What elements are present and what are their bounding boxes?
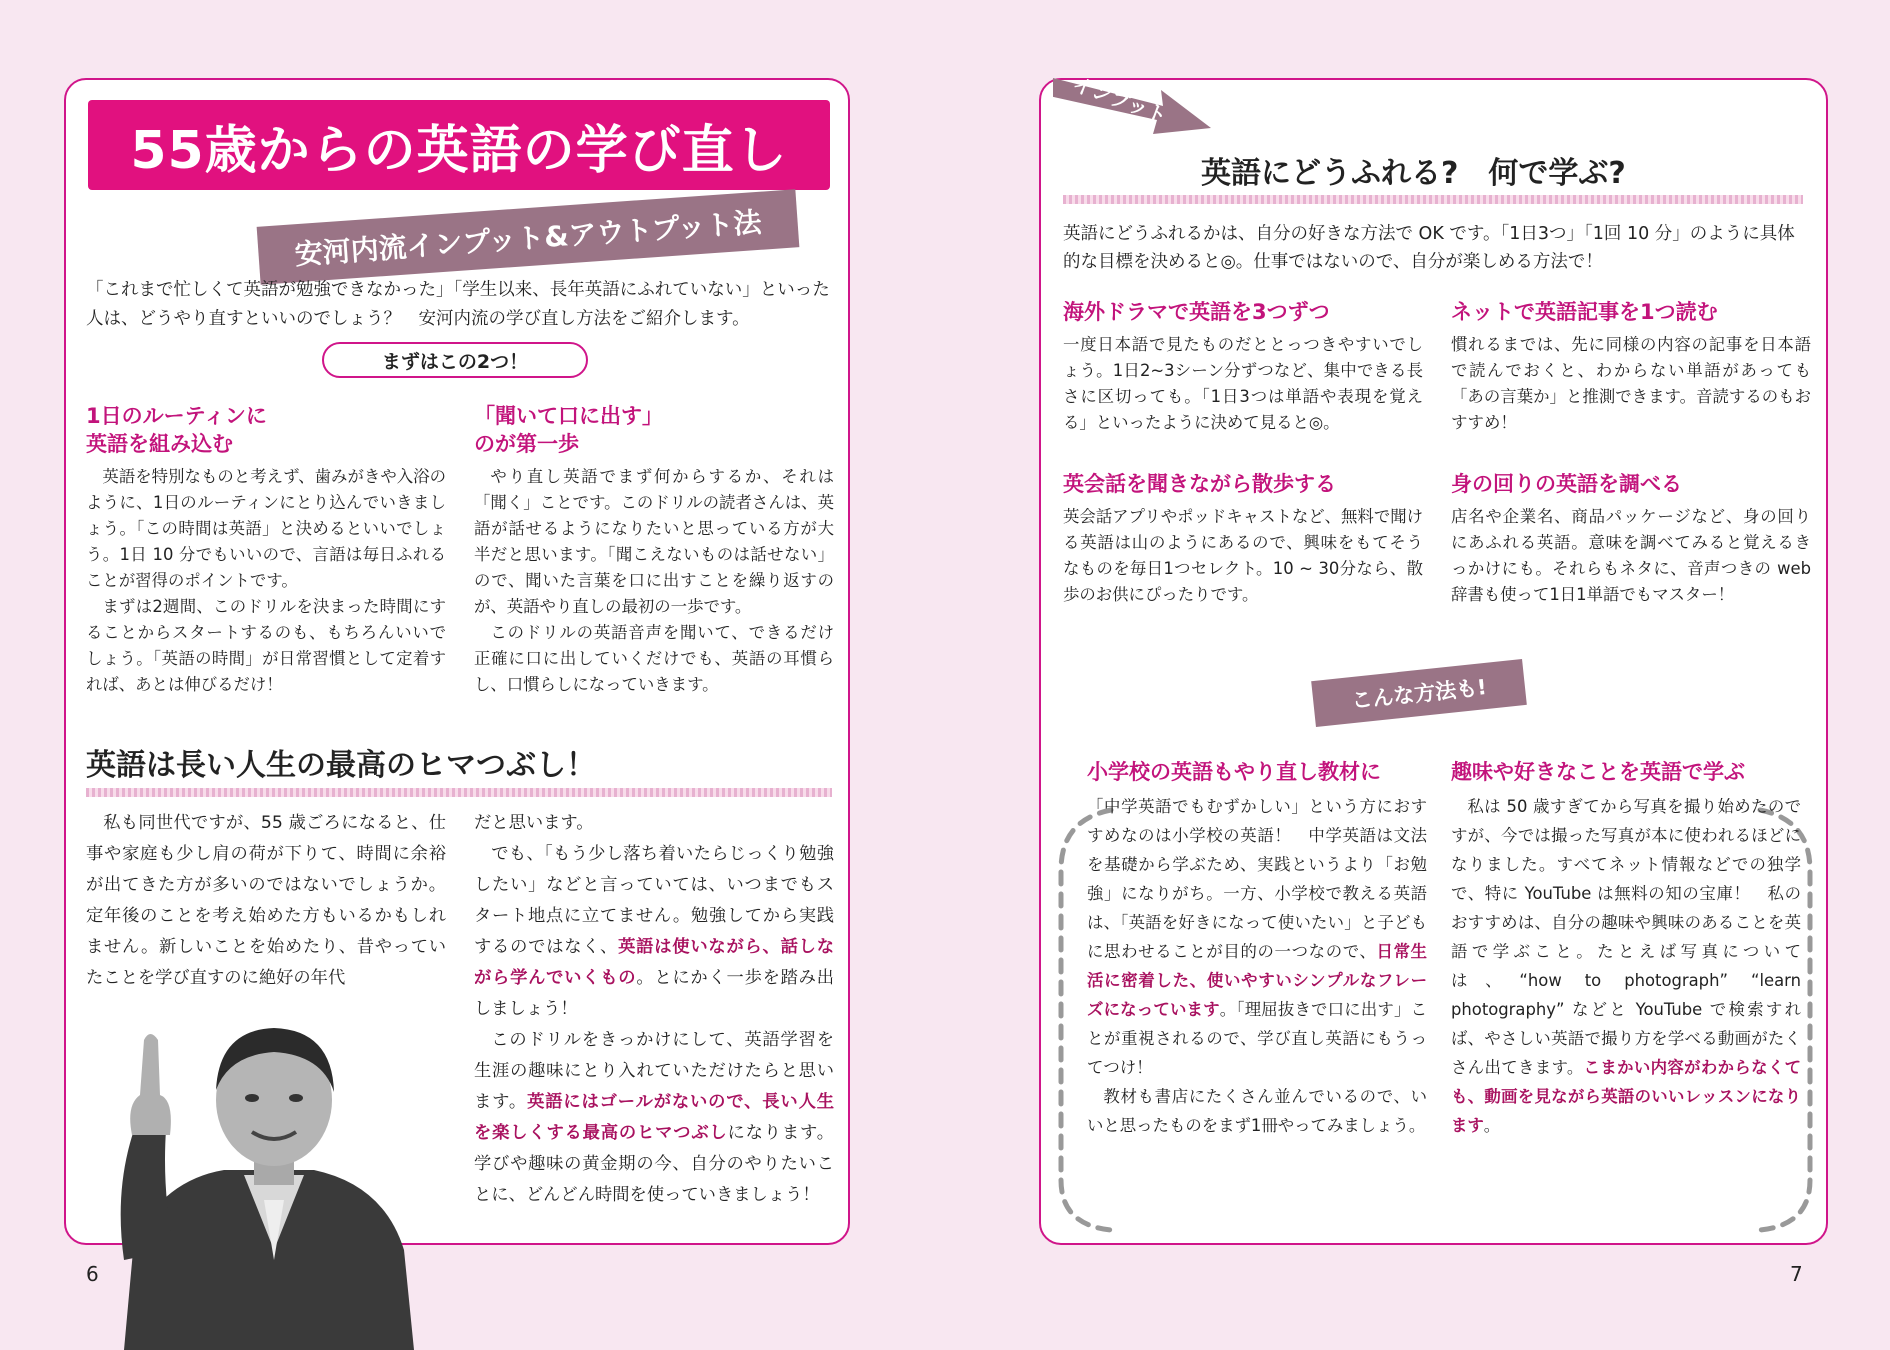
method-heading: 身の回りの英語を調べる: [1451, 472, 1682, 496]
listen-speak-heading: [474, 402, 834, 458]
method-body: 店名や企業名、商品パッケージなど、身の回りにあふれる英語。意味を調べてみると覚えるきっかけにも。それらもネタに、音声つきの web 辞書も使って1日1単語でもマスター！: [1451, 507, 1811, 604]
page-title: 55歳からの英語の学び直し: [130, 120, 788, 181]
intro-text: 「これまで忙しくて英語が勉強できなかった」「学生以来、長年英語にふれていない」といった人は、どうやり直すといいのでしょう？ 安河内流の学び直し方法をご紹介します。: [86, 280, 830, 329]
routine-heading-line2: 英語を組み込む: [86, 432, 233, 456]
listen-para2: このドリルの英語音声を聞いて、できるだけ正確に口に出していくだけでも、英語の耳慣らし、口慣らしになっていきます。: [474, 623, 834, 694]
method-item: [1451, 298, 1811, 436]
hobby-para3: このドリルをきっかけにして、英語学習を生涯の趣味にとり入れていただけたらと思います。英語にはゴールがないので、長い人生を楽しくする最高のヒマつぶしになります。学びや趣味の黄金期の今、自分のやりたいことに、どんどん時間を使っていきましょう！: [474, 1030, 834, 1205]
method-body: 英会話アプリやポッドキャストなど、無料で聞ける英語は山のようにあるので、興味をもてそうなものを毎日1つセレクト。10 ~ 30分なら、散歩のお供にぴったりです。: [1063, 507, 1423, 604]
hobby-learning-heading: 趣味や好きなことを英語で学ぶ: [1451, 760, 1745, 784]
right-page-panel: [1039, 71, 1828, 1245]
hobby-col1: [86, 808, 446, 994]
section-title-hobby: 英語は長い人生の最高のヒマつぶし！: [86, 748, 596, 783]
elementary-para2: 教材も書店にたくさん並んでいるので、いいと思ったものをまず1冊やってみましょう。: [1087, 1087, 1427, 1135]
hobby-emphasis1: 英語は使いながら、話しながら学んでいくもの: [474, 937, 834, 988]
hobby-para2: でも、「もう少し落ち着いたらじっくり勉強したい」などと言っていては、いつまでもスタート地点に立てません。勉強してから実践するのではなく、英語は使いながら、話しながら学んでいくもの。とにかく一歩を踏み出しましょう！: [474, 844, 834, 1019]
hobby-col2: [474, 808, 834, 1211]
author-portrait: [104, 1000, 434, 1350]
page-subtitle: 安河内流インプット&アウトプット法: [293, 205, 763, 272]
routine-heading-line1: 1日のルーティンに: [86, 404, 267, 428]
hobby-learning-para: 私は 50 歳すぎてから写真を撮り始めたのですが、今では撮った写真が本に使われるほどになりました。すべてネット情報などでの独学で、特に YouTube は無料の知の宝庫！ 私のおすすめは、自分の趣味や興味のあることを英語で学ぶこと。たとえば写真については、“how to photograph” “learn photography” などと YouTube で検索すれば、やさしい英語で撮り方を学べる動画がたくさん出てきます。こまかい内容がわからなくても、動画を見ながら英語のいいレッスンになります。: [1451, 797, 1801, 1135]
listen-speak-body: [474, 464, 834, 698]
method-body: 慣れるまでは、先に同様の内容の記事を日本語で読んでおくと、わからない単語があっても「あの言葉か」と推測できます。音読するのもおすすめ！: [1451, 335, 1811, 432]
hobby-emphasis2: 英語にはゴールがないので、長い人生を楽しくする最高のヒマつぶし: [474, 1092, 834, 1143]
method-body: 一度日本語で見たものだととっつきやすいでしょう。1日2~3シーン分ずつなど、集中できる長さに区切っても。「1日3つは単語や表現を覚える」といったように決めて見ると◎。: [1063, 335, 1423, 432]
hobby-para1-cont: だと思います。: [474, 813, 594, 833]
elementary-emphasis: 日常生活に密着した、使いやすいシンプルなフレーズになっています: [1087, 942, 1428, 1019]
subtitle-banner: [257, 189, 800, 285]
hobby-para1: 私も同世代ですが、55 歳ごろになると、仕事や家庭も少し肩の荷が下りて、時間に余裕が出てきた方が多いのではないでしょうか。定年後のことを考え始めた方もいるかもしれません。新しいことを始めたり、昔やっていたことを学び直すのに絶好の年代: [86, 813, 446, 988]
method-heading: 海外ドラマで英語を3つずつ: [1063, 300, 1330, 324]
routine-para1: 英語を特別なものと考えず、歯みがきや入浴のように、1日のルーティンにとり込んでいきましょう。「この時間は英語」と決めるといいでしょう。1日 10 分でもいいので、言語は毎日ふれることが習得のポイントです。: [86, 467, 446, 590]
elementary-para1: 「中学英語でもむずかしい」という方におすすめなのは小学校の英語！ 中学英語は文法を基礎から学ぶため、実践というより「お勉強」になりがち。一方、小学校で教える英語は、「英語を好きになって使いたい」と子どもに思わせることが目的の一つなので、日常生活に密着した、使いやすいシンプルなフレーズになっています。「理屈抜きで口に出す」ことが重視されるので、学び直し英語にもうってつけ！: [1087, 797, 1428, 1077]
listen-heading-line2: のが第一歩: [474, 432, 579, 456]
listen-para1: やり直し英語でまず何からするか、それは「聞く」ことです。このドリルの読者さんは、英語が話せるようになりたいと思っている方が大半だと思います。「聞こえないものは話せない」ので、聞いた言葉を口に出すことを繰り返すのが、英語やり直しの最初の一歩です。: [474, 467, 834, 616]
listen-heading-line1: 「聞いて口に出す」: [474, 404, 663, 428]
elementary-heading: 小学校の英語もやり直し教材に: [1087, 760, 1381, 784]
hobby-english-col: [1451, 758, 1801, 1140]
routine-heading: [86, 402, 446, 458]
right-page-title: 英語にどうふれる? 何で学ぶ?: [1201, 156, 1626, 191]
title-divider: [1063, 195, 1803, 204]
method-item: [1451, 470, 1811, 608]
method-heading: 英会話を聞きながら散歩する: [1063, 472, 1336, 496]
page-number-right: 7: [1790, 1262, 1803, 1286]
method-heading: ネットで英語記事を1つ読む: [1451, 300, 1718, 324]
routine-para2: まずは2週間、このドリルを決まった時間にすることからスタートするのも、もちろんいいでしょう。「英語の時間」が日常習慣として定着すれば、あとは伸びるだけ！: [86, 597, 446, 694]
hobby-learning-emphasis: こまかい内容がわからなくても、動画を見ながら英語のいいレッスンになります: [1451, 1058, 1801, 1135]
method-item: [1063, 298, 1423, 436]
page-number-left: 6: [86, 1262, 99, 1286]
elementary-english-col: [1087, 758, 1427, 1140]
right-intro-text: 英語にどうふれるかは、自分の好きな方法で OK です。「1日3つ」「1回 10 分」のように具体的な目標を決めると◎。仕事ではないので、自分が楽しめる方法で！: [1063, 224, 1795, 272]
input-label: インプット: [1069, 71, 1171, 129]
title-banner: [88, 100, 830, 190]
method-item: [1063, 470, 1423, 608]
routine-body: [86, 464, 446, 698]
section-divider: [86, 788, 832, 797]
another-way-tag: こんな方法も!: [1311, 659, 1527, 727]
first-two-label: まずはこの2つ！: [322, 342, 588, 378]
